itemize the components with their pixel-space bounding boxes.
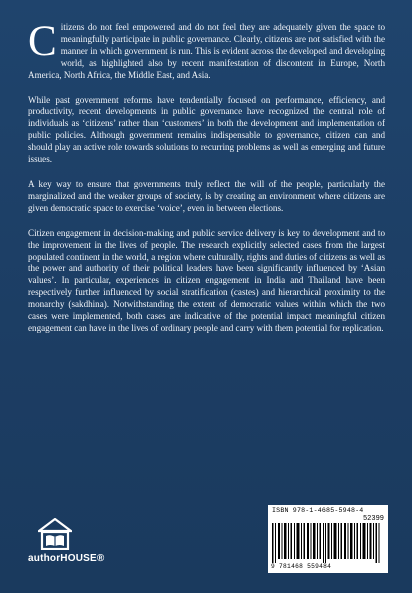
dropcap-letter: C: [28, 18, 57, 65]
price-code: 52399: [362, 515, 384, 523]
publisher-name: authorHOUSE®: [28, 553, 105, 564]
blurb-paragraph-1: [28, 18, 385, 82]
publisher-logo: [28, 518, 118, 574]
isbn-number: ISBN 978-1-4685-5948-4: [272, 507, 364, 514]
house-book-logo-icon: [38, 518, 72, 550]
blurb-paragraph-3: A key way to ensure that governments truly reflect the will of the people, particularly the marginalized and the weaker groups of society, is by creating an environment where citizens are given democratic space to exercise ‘voice’, even in between elections.: [28, 178, 385, 213]
blurb-text: [28, 18, 385, 348]
blurb-paragraph-2: While past government reforms have tendentially focused on performance, efficiency, and productivity, recent developments in public governance have recognized the central role of individuals as ‘citizens’ rather than ‘customers’ in both the development and implementation of public policies. Although government remains indispensable to governance, citizen can and should play an active role towards solutions to recurring problems as well as emerging and future issues.: [28, 94, 385, 165]
ean-digits: 9 781468 559484: [271, 563, 332, 570]
paragraph-1-text: itizens do not feel empowered and do not feel they are adequately given the space to meaningfully participate in public governance. Clearly, citizens are not satisfied with the manner in which government is run. This is evident across the developed and developing world, as highlighted also by recent manifestation of discontent in Europe, North America, North Africa, the Middle East, and Asia.: [28, 22, 385, 80]
barcode-bars: [272, 523, 384, 563]
blurb-paragraph-4: Citizen engagement in decision-making and public service delivery is key to development and to the improvement in the lives of people. The research explicitly selected cases from the largest populated continent in the world, a region where culturally, rights and duties of citizens as well as the power and authority of their political leaders have been significantly influenced by ‘Asian values’. In particular, experiences in citizen engagement in India and Thailand have been respectively further influenced by social stratification (castes) and hierarchical proximity to the monarchy (sakdhina). Notwithstanding the extent of democratic values within which the two cases were implemented, both cases are indicative of the potential impact meaningful citizen engagement can have in the lives of ordinary people and carry with them potential for replication.: [28, 227, 385, 333]
isbn-barcode: [268, 505, 388, 573]
